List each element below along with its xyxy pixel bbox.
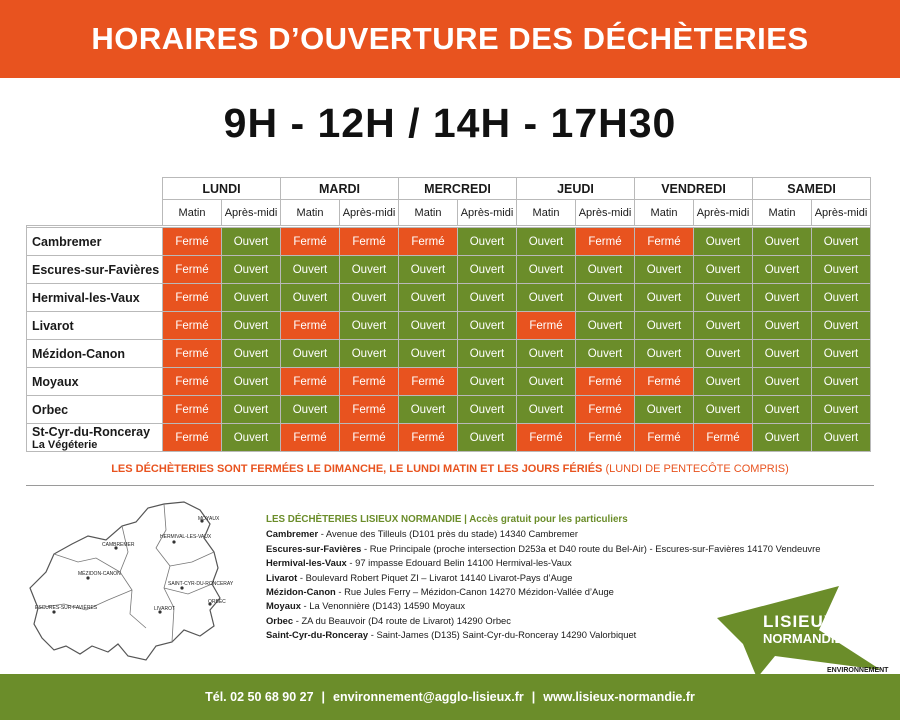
slots-header-row: [27, 200, 871, 226]
status-open-cell: Ouvert: [576, 312, 635, 340]
page-title: HORAIRES D’OUVERTURE DES DÉCHÈTERIES: [91, 21, 809, 56]
footer-phone[interactable]: Tél. 02 50 68 90 27: [205, 690, 314, 704]
footer-separator: |: [531, 690, 536, 704]
status-open-cell: Ouvert: [812, 396, 871, 424]
status-open-cell: Ouvert: [281, 256, 340, 284]
status-open-cell: Ouvert: [458, 256, 517, 284]
address-name: Orbec: [266, 614, 294, 626]
status-open-cell: Ouvert: [458, 312, 517, 340]
status-closed-cell: Fermé: [163, 396, 222, 424]
status-closed-cell: Fermé: [163, 368, 222, 396]
footer-website[interactable]: www.lisieux-normandie.fr: [543, 690, 695, 704]
slot-header: Après-midi: [340, 200, 399, 226]
address-name: Livarot: [266, 571, 298, 583]
status-closed-cell: Fermé: [281, 228, 340, 256]
slot-header: Après-midi: [222, 200, 281, 226]
status-closed-cell: Fermé: [635, 368, 694, 396]
status-open-cell: Ouvert: [812, 228, 871, 256]
address-item: [266, 527, 866, 541]
status-closed-cell: Fermé: [340, 228, 399, 256]
status-open-cell: Ouvert: [635, 256, 694, 284]
status-open-cell: Ouvert: [812, 368, 871, 396]
map-label-mezidon: MÉZIDON-CANON: [78, 571, 121, 577]
status-open-cell: Ouvert: [399, 256, 458, 284]
status-closed-cell: Fermé: [163, 228, 222, 256]
site-name-text: Mézidon-Canon: [32, 346, 126, 361]
status-open-cell: Ouvert: [222, 368, 281, 396]
address-item: [266, 542, 866, 556]
status-open-cell: Ouvert: [753, 368, 812, 396]
table-row: [27, 228, 871, 256]
status-open-cell: Ouvert: [635, 284, 694, 312]
status-open-cell: Ouvert: [458, 284, 517, 312]
status-open-cell: Ouvert: [694, 340, 753, 368]
status-open-cell: Ouvert: [753, 312, 812, 340]
map-label-hermival: HERMIVAL-LES-VAUX: [160, 534, 212, 540]
day-header: MARDI: [281, 178, 399, 200]
page-header: [0, 0, 900, 78]
status-open-cell: Ouvert: [753, 284, 812, 312]
status-open-cell: Ouvert: [399, 284, 458, 312]
map-label-moyaux: MOYAUX: [198, 516, 220, 522]
status-open-cell: Ouvert: [635, 396, 694, 424]
site-name-text: Escures-sur-Favières: [32, 262, 160, 277]
status-open-cell: Ouvert: [399, 396, 458, 424]
slot-header: Matin: [635, 200, 694, 226]
status-open-cell: Ouvert: [753, 340, 812, 368]
status-closed-cell: Fermé: [163, 256, 222, 284]
slot-header: Après-midi: [576, 200, 635, 226]
site-name-text: Cambremer: [32, 234, 102, 249]
status-closed-cell: Fermé: [163, 424, 222, 452]
table-row: [27, 312, 871, 340]
address-name: Cambremer: [266, 528, 319, 540]
status-open-cell: Ouvert: [222, 424, 281, 452]
status-open-cell: Ouvert: [340, 340, 399, 368]
day-header: VENDREDI: [635, 178, 753, 200]
address-list-title: LES DÉCHÈTERIES LISIEUX NORMANDIE | Accès gratuit pour les particuliers: [266, 514, 628, 525]
status-open-cell: Ouvert: [458, 424, 517, 452]
site-name-text: Orbec: [32, 402, 69, 417]
site-name-text: Moyaux: [32, 374, 79, 389]
site-name: [27, 256, 163, 284]
table-row: [27, 368, 871, 396]
status-closed-cell: Fermé: [694, 424, 753, 452]
map-label-stcyr: SAINT-CYR-DU-RONCERAY: [168, 581, 234, 587]
slot-header: Matin: [517, 200, 576, 226]
status-closed-cell: Fermé: [576, 368, 635, 396]
status-open-cell: Ouvert: [399, 340, 458, 368]
status-closed-cell: Fermé: [517, 312, 576, 340]
slot-header: Matin: [163, 200, 222, 226]
address-text: - 97 impasse Edouard Belin 14100 Hermival-les-Vaux: [346, 557, 572, 569]
status-open-cell: Ouvert: [812, 284, 871, 312]
status-open-cell: Ouvert: [517, 340, 576, 368]
site-name: [27, 424, 163, 452]
map-label-cambremer: CAMBREMER: [102, 542, 135, 548]
address-text: - ZA du Beauvoir (D4 route de Livarot) 14290 Orbec: [293, 614, 511, 626]
closure-notice-extra: (LUNDI DE PENTECÔTE COMPRIS): [605, 463, 789, 475]
status-open-cell: Ouvert: [576, 284, 635, 312]
table-row: [27, 340, 871, 368]
status-open-cell: Ouvert: [576, 256, 635, 284]
site-name: [27, 284, 163, 312]
status-open-cell: Ouvert: [694, 228, 753, 256]
status-closed-cell: Fermé: [163, 340, 222, 368]
status-open-cell: Ouvert: [340, 312, 399, 340]
site-name: [27, 340, 163, 368]
logo-line-3: ENVIRONNEMENT: [827, 667, 889, 674]
logo-line-2: NORMANDIE: [763, 631, 844, 646]
status-closed-cell: Fermé: [576, 424, 635, 452]
address-text: - Boulevard Robert Piquet ZI – Livarot 14140 Livarot-Pays d’Auge: [297, 571, 573, 583]
status-closed-cell: Fermé: [576, 228, 635, 256]
address-item: [266, 556, 866, 570]
status-open-cell: Ouvert: [340, 284, 399, 312]
address-name: Moyaux: [266, 600, 301, 612]
status-closed-cell: Fermé: [281, 368, 340, 396]
status-open-cell: Ouvert: [694, 396, 753, 424]
status-closed-cell: Fermé: [281, 312, 340, 340]
address-name: Escures-sur-Favières: [266, 542, 362, 554]
address-name: Saint-Cyr-du-Ronceray: [266, 629, 369, 641]
slot-header: Matin: [281, 200, 340, 226]
address-text: - Rue Jules Ferry – Mézidon-Canon 14270 Mézidon-Vallée d’Auge: [335, 586, 614, 598]
status-closed-cell: Fermé: [399, 228, 458, 256]
day-header: MERCREDI: [399, 178, 517, 200]
status-open-cell: Ouvert: [753, 424, 812, 452]
slot-header: Matin: [399, 200, 458, 226]
status-open-cell: Ouvert: [458, 340, 517, 368]
closure-notice: [0, 463, 900, 475]
lisieux-normandie-logo: [713, 584, 889, 678]
status-open-cell: Ouvert: [635, 312, 694, 340]
status-open-cell: Ouvert: [812, 424, 871, 452]
status-open-cell: Ouvert: [517, 368, 576, 396]
status-open-cell: Ouvert: [576, 340, 635, 368]
site-name: [27, 228, 163, 256]
status-open-cell: Ouvert: [753, 256, 812, 284]
day-header: JEUDI: [517, 178, 635, 200]
status-closed-cell: Fermé: [399, 424, 458, 452]
status-closed-cell: Fermé: [635, 424, 694, 452]
status-open-cell: Ouvert: [517, 284, 576, 312]
address-name: Mézidon-Canon: [266, 586, 336, 598]
status-open-cell: Ouvert: [399, 312, 458, 340]
status-open-cell: Ouvert: [635, 340, 694, 368]
map-label-escures: ESCURES-SUR-FAVIÈRES: [35, 605, 98, 611]
status-open-cell: Ouvert: [281, 340, 340, 368]
table-row: [27, 284, 871, 312]
site-name-text: St-Cyr-du-Ronceray: [32, 424, 151, 439]
status-closed-cell: Fermé: [576, 396, 635, 424]
table-row: [27, 396, 871, 424]
status-open-cell: Ouvert: [812, 340, 871, 368]
site-name: [27, 312, 163, 340]
closure-notice-main: LES DÉCHÈTERIES SONT FERMÉES LE DIMANCHE, LE LUNDI MATIN ET LES JOURS FÉRIÉS: [111, 463, 603, 475]
status-closed-cell: Fermé: [635, 228, 694, 256]
status-closed-cell: Fermé: [340, 396, 399, 424]
status-open-cell: Ouvert: [458, 368, 517, 396]
status-open-cell: Ouvert: [753, 228, 812, 256]
status-closed-cell: Fermé: [163, 284, 222, 312]
status-open-cell: Ouvert: [222, 284, 281, 312]
schedule-body: [27, 226, 871, 452]
status-open-cell: Ouvert: [222, 312, 281, 340]
status-open-cell: Ouvert: [517, 256, 576, 284]
site-name: [27, 396, 163, 424]
day-header: SAMEDI: [753, 178, 871, 200]
divider: [26, 485, 874, 486]
status-closed-cell: Fermé: [399, 368, 458, 396]
status-open-cell: Ouvert: [517, 228, 576, 256]
status-open-cell: Ouvert: [222, 340, 281, 368]
status-open-cell: Ouvert: [812, 312, 871, 340]
logo-line-1: LISIEUX: [763, 612, 837, 631]
corner-cell: [27, 200, 163, 226]
footer-separator: |: [321, 690, 326, 704]
map-label-orbec: ORBEC: [208, 599, 226, 605]
contact-footer: [0, 674, 900, 720]
status-open-cell: Ouvert: [694, 256, 753, 284]
address-text: - La Venonnière (D143) 14590 Moyaux: [300, 600, 466, 612]
corner-cell: [27, 178, 163, 200]
address-text: - Avenue des Tilleuls (D101 près du stade) 14340 Cambremer: [318, 528, 578, 540]
slot-header: Après-midi: [458, 200, 517, 226]
site-name-text: Hermival-les-Vaux: [32, 290, 140, 305]
status-open-cell: Ouvert: [281, 284, 340, 312]
site-name-text: Livarot: [32, 318, 74, 333]
status-closed-cell: Fermé: [340, 368, 399, 396]
status-open-cell: Ouvert: [694, 368, 753, 396]
days-header-row: [27, 178, 871, 200]
site-marker-hermival: [172, 540, 175, 543]
status-open-cell: Ouvert: [222, 228, 281, 256]
schedule-table: [26, 177, 871, 452]
status-open-cell: Ouvert: [517, 396, 576, 424]
table-row: [27, 256, 871, 284]
address-text: - Saint-James (D135) Saint-Cyr-du-Ronceray 14290 Valorbiquet: [368, 629, 637, 641]
site-name: [27, 368, 163, 396]
status-open-cell: Ouvert: [753, 396, 812, 424]
status-closed-cell: Fermé: [517, 424, 576, 452]
territory-map: [24, 496, 256, 666]
status-open-cell: Ouvert: [694, 284, 753, 312]
status-closed-cell: Fermé: [281, 424, 340, 452]
day-header: LUNDI: [163, 178, 281, 200]
address-text: - Rue Principale (proche intersection D253a et D40 route du Bel-Air) - Escures-sur-Favières 14170 Vendeuvre: [361, 542, 821, 554]
address-name: Hermival-les-Vaux: [266, 557, 347, 569]
slot-header: Après-midi: [812, 200, 871, 226]
slot-header: Matin: [753, 200, 812, 226]
status-open-cell: Ouvert: [222, 396, 281, 424]
status-open-cell: Ouvert: [694, 312, 753, 340]
status-open-cell: Ouvert: [458, 228, 517, 256]
slot-header: Après-midi: [694, 200, 753, 226]
status-closed-cell: Fermé: [340, 424, 399, 452]
map-label-livarot: LIVAROT: [154, 606, 176, 612]
status-open-cell: Ouvert: [340, 256, 399, 284]
status-closed-cell: Fermé: [163, 312, 222, 340]
address-item: [266, 571, 866, 585]
status-open-cell: Ouvert: [222, 256, 281, 284]
opening-hours: 9H - 12H / 14H - 17H30: [223, 100, 677, 146]
status-open-cell: Ouvert: [281, 396, 340, 424]
status-open-cell: Ouvert: [812, 256, 871, 284]
site-subname-text: La Végéterie: [32, 438, 98, 451]
footer-email[interactable]: environnement@agglo-lisieux.fr: [333, 690, 524, 704]
table-row: [27, 424, 871, 452]
status-open-cell: Ouvert: [458, 396, 517, 424]
territory-map-svg: [24, 496, 256, 666]
